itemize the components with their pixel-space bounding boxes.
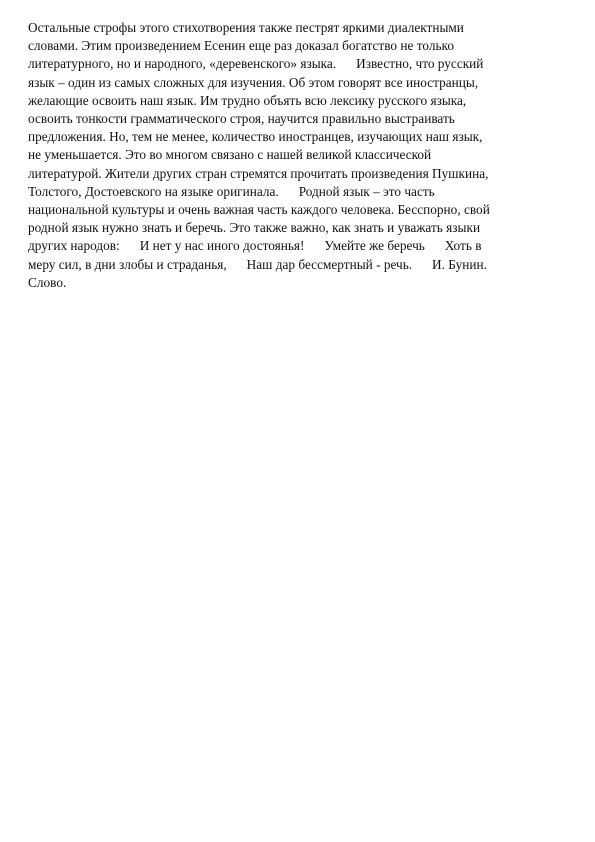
text-line-12: родной язык нужно знать и беречь. Это также важно, как знать и уважать языки bbox=[28, 220, 481, 236]
text-line-8: не уменьшается. Это во многом связано с нашей великой классической bbox=[28, 147, 432, 163]
text-line-11: национальной культуры и очень важная часть каждого человека. Бесспорно, свой bbox=[28, 202, 490, 218]
text-line-2: словами. Этим произведением Есенин еще раз доказал богатство не только bbox=[28, 38, 454, 54]
text-line-13: других народов: И нет у нас иного достоянья! Умейте же беречь Хоть в bbox=[28, 238, 482, 254]
text-line-6: освоить тонкости грамматического строя, научится правильно выстраивать bbox=[28, 111, 455, 127]
text-line-3: литературного, но и народного, «деревенского» языка. Известно, что русский bbox=[28, 56, 484, 72]
text-line-10: Толстого, Достоевского на языке оригинала. Родной язык – это часть bbox=[28, 183, 435, 199]
text-line-15: Слово. bbox=[28, 274, 67, 290]
text-line-7: предложения. Но, тем не менее, количество иностранцев, изучающих наш язык, bbox=[28, 129, 483, 145]
text-line-1: Остальные строфы этого стихотворения также пестрят яркими диалектными bbox=[28, 20, 464, 35]
text-line-5: желающие освоить наш язык. Им трудно объять всю лексику русского языка, bbox=[28, 92, 467, 108]
text-line-9: литературой. Жители других стран стремятся прочитать произведения Пушкина, bbox=[28, 165, 489, 181]
text-line-14: меру сил, в дни злобы и страданья, Наш дар бессмертный - речь. И. Бунин. bbox=[28, 256, 487, 272]
text-line-4: язык – один из самых сложных для изучения. Об этом говорят все иностранцы, bbox=[28, 74, 479, 90]
body-text bbox=[28, 19, 568, 292]
